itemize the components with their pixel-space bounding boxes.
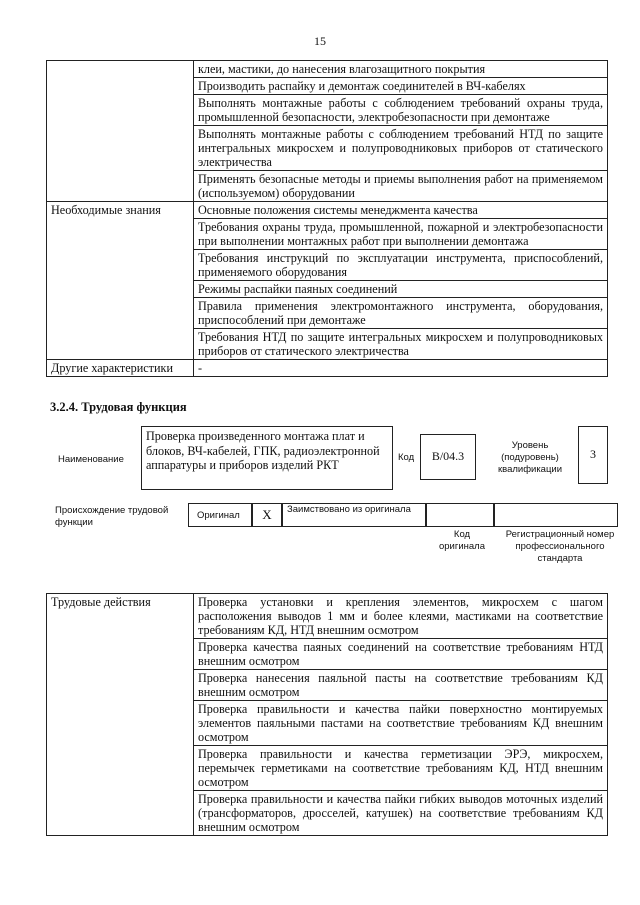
name-label: Наименование: [58, 454, 124, 465]
table-row: [47, 594, 608, 639]
list-item: Выполнять монтажные работы с соблюдением требований охраны труда, промышленной безопасности, электробезопасности при демонтаже: [194, 95, 608, 126]
list-item: Основные положения системы менеджмента качества: [194, 202, 608, 219]
reg-number-cell: [494, 503, 618, 527]
borrowed-cell: Заимствовано из оригинала: [282, 503, 426, 527]
level-label: Уровень (подуровень) квалификации: [497, 440, 563, 475]
code-original-label: Код оригинала: [438, 529, 485, 552]
list-item: Требования охраны труда, промышленной, пожарной и электробезопасности при выполнении монтажных работ при выполнении демонтажа: [194, 219, 608, 250]
competency-table: [46, 60, 608, 377]
row-label-other: Другие характеристики: [47, 360, 194, 377]
list-item: Требования инструкций по эксплуатации инструмента, приспособлений, применяемого оборудования: [194, 250, 608, 281]
table-row: [47, 61, 608, 78]
row-label-empty: [47, 61, 194, 202]
list-item: Требования НТД по защите интегральных микросхем и полупроводниковых приборов от статического электричества: [194, 329, 608, 360]
list-item: Правила применения электромонтажного инструмента, оборудования, приспособлений при демонтаже: [194, 298, 608, 329]
reg-number-label: Регистрационный номер профессионального стандарта: [505, 529, 615, 564]
list-item: Проверка правильности и качества пайки гибких выводов моточных изделий (трансформаторов, дросселей, катушек) на соответствие требованиям КД внешним осмотром: [194, 791, 608, 836]
origin-label: Происхождение трудовой функции: [55, 505, 169, 528]
list-item: Режимы распайки паяных соединений: [194, 281, 608, 298]
level-box: 3: [578, 426, 608, 484]
table-row: [47, 202, 608, 219]
original-mark-cell: X: [252, 503, 282, 527]
original-cell: Оригинал: [188, 503, 252, 527]
list-item: Применять безопасные методы и приемы выполнения работ на применяемом (используемом) оборудовании: [194, 171, 608, 202]
function-name-box: Проверка произведенного монтажа плат и блоков, ВЧ-кабелей, ГПК, радиоэлектронной аппаратуры и приборов изделий РКТ: [141, 426, 393, 490]
labour-actions-table: [46, 593, 608, 836]
list-item: Проверка правильности и качества герметизации ЭРЭ, микросхем, перемычек герметиками на соответствие требованиям КД, НТД внешним осмотром: [194, 746, 608, 791]
list-item: Проверка нанесения паяльной пасты на соответствие требованиям КД внешним осмотром: [194, 670, 608, 701]
code-original-cell: [426, 503, 494, 527]
row-label-actions: Трудовые действия: [47, 594, 194, 836]
list-item: Производить распайку и демонтаж соединителей в ВЧ-кабелях: [194, 78, 608, 95]
row-label-knowledge: Необходимые знания: [47, 202, 194, 360]
list-item: Проверка качества паяных соединений на соответствие требованиям НТД внешним осмотром: [194, 639, 608, 670]
table-row: [47, 360, 608, 377]
list-item: клеи, мастики, до нанесения влагозащитного покрытия: [194, 61, 608, 78]
section-title: 3.2.4. Трудовая функция: [50, 400, 187, 414]
list-item: Проверка правильности и качества пайки поверхностно монтируемых элементов паяльными пастами на соответствие требованиям КД внешним осмотром: [194, 701, 608, 746]
origin-row: [188, 503, 618, 527]
list-item: Проверка установки и крепления элементов, микросхем с шагом расположения выводов 1 мм и более клеями, мастиками на соответствие требованиям КД, НТД внешним осмотром: [194, 594, 608, 639]
page-number: 15: [314, 34, 326, 48]
list-item: -: [194, 360, 608, 377]
list-item: Выполнять монтажные работы с соблюдением требований НТД по защите интегральных микросхем и полупроводниковых приборов от статического электричества: [194, 126, 608, 171]
code-label: Код: [398, 452, 415, 463]
code-box: B/04.3: [420, 434, 476, 480]
